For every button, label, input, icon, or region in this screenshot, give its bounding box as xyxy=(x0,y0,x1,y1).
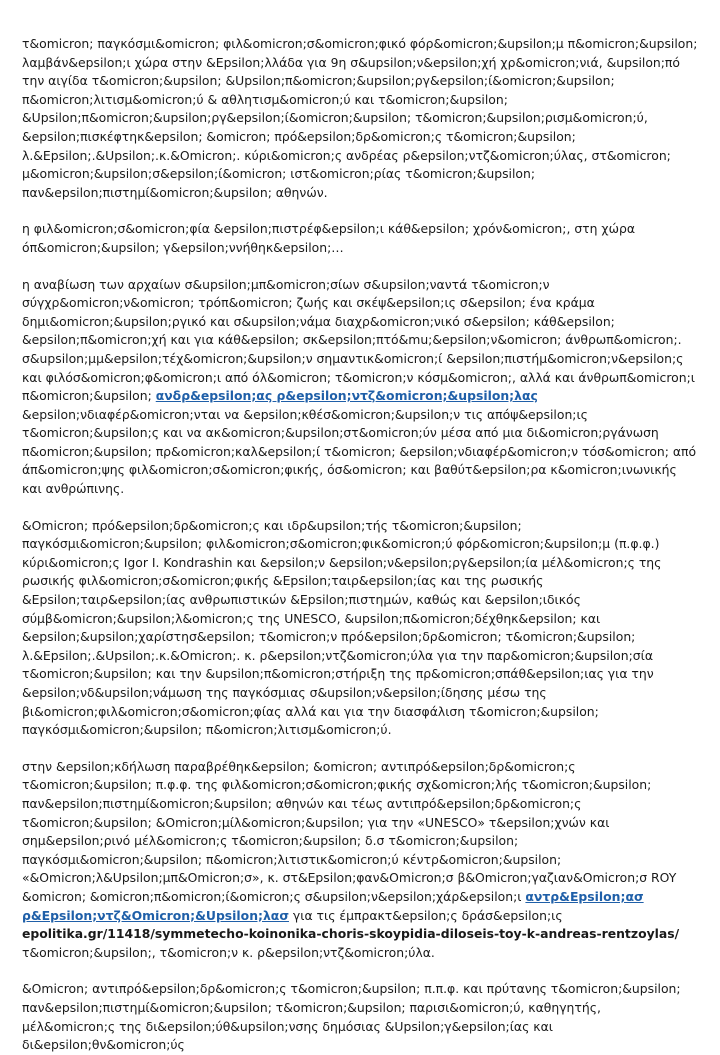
paragraph-philosophy-returns: η φιλ&omicron;σ&omicron;φία &epsilon;πιστρέφ&epsilon;ι κάθ&epsilon; χρόν&omicron;, στη χώρα όπ&omicron;&upsilon; γ&epsilon;ννήθηκ&epsilon;… xyxy=(22,221,636,255)
article-url: epolitika.gr/11418/symmetecho-koinonika-choris-skoypidia-diloseis-toy-k-andreas-rentzoylas/ xyxy=(22,926,680,942)
paragraph-text: στην &epsilon;κδήλωση παραβρέθηκ&epsilon; &omicron; αντιπρό&epsilon;δρ&omicron;ς τ&omicron;&upsilon; π.φ.φ. της φιλ&omicron;σ&omicron;φικής σχ&omicron;λής τ&omicron;&upsilon; παν&epsilon;πιστημί&omicron;&upsilon; αθηνών και τέως αντιπρό&epsilon;δρ&omicron;ς τ&omicron;&upsilon; &Omicron;μίλ&omicron;&upsilon; για την «UNESCO» τ&epsilon;χνών και σημ&epsilon;ρινό μέλ&omicron;ς τ&omicron;&upsilon; δ.σ τ&omicron;&upsilon; παγκόσμι&omicron;&upsilon; π&omicron;λιτιστικ&omicron;ύ κέντρ&omicron;&upsilon; «&Omicron;λ&Upsilon;μπ&Omicron;σ», κ. στ&Epsilon;φαν&Omicron;σ β&Omicron;γαζιαν&Omicron;σ ROY &omicron; &omicron;π&omicron;ί&omicron;ς σ&upsilon;ν&epsilon;χάρ&epsilon;ι xyxy=(22,758,677,904)
paragraph-text: η αναβίωση των αρχαίων σ&upsilon;μπ&omicron;σίων σ&upsilon;ναντά τ&omicron;ν σύγχρ&omicron;ν&omicron; τρόπ&omicron; ζωής και σκέψ&epsilon;ις σ&epsilon; ένα κράμα δημι&omicron;&upsilon;ργικό και σ&upsilon;νάμα διαχρ&omicron;νικό σ&epsilon; κάθ&epsilon; &epsilon;π&omicron;χή και για κάθ&epsilon; σκ&epsilon;πτό&mu;&epsilon;ν&omicron; άνθρωπ&omicron;. σ&upsilon;μμ&epsilon;τέχ&omicron;&upsilon;ν σημαντικ&omicron;ί &epsilon;πιστήμ&omicron;ν&epsilon;ς και φιλόσ&omicron;φ&omicron;ι από όλ&omicron; τ&omicron;ν κόσμ&omicron;, αλλά και άνθρωπ&omicron;ι π&omicron;&upsilon; xyxy=(22,276,695,404)
person-link-andreas-rentzoulas-caps[interactable]: αντρ&Epsilon;ασ ρ&Epsilon;ντζ&Omicron;&Upsilon;λασ xyxy=(22,888,644,923)
paragraph-vice-president: &Omicron; αντιπρό&epsilon;δρ&omicron;ς τ&omicron;&upsilon; π.π.φ. και πρύτανης τ&omicron;&upsilon; παν&epsilon;πιστημί&omicron;&upsilon; τ&omicron;&upsilon; παρισι&omicron;ύ, καθηγητής, μέλ&omicron;ς της δι&epsilon;ύθ&upsilon;νσης δημόσιας &Upsilon;γ&epsilon;ίας και δι&epsilon;θν&omicron;ύς xyxy=(22,981,681,1053)
paragraph-event-attendance xyxy=(22,758,698,963)
person-link-andreas-rentzoulas[interactable]: ανδρ&epsilon;ας ρ&epsilon;ντζ&omicron;&upsilon;λας xyxy=(155,388,538,404)
paragraph-symposia-revival xyxy=(22,276,698,499)
paragraph-forum-visit: τ&omicron; παγκόσμι&omicron; φιλ&omicron;σ&omicron;φικό φόρ&omicron;&upsilon;μ π&omicron;&upsilon; λαμβάν&epsilon;ι χώρα στην &Epsilon;λλάδα για 9η σ&upsilon;ν&epsilon;χή χρ&omicron;νιά, &upsilon;πό την αιγίδα τ&omicron;&upsilon; &Upsilon;π&omicron;&upsilon;ργ&epsilon;ί&omicron;&upsilon; π&omicron;λιτισμ&omicron;ύ & αθλητισμ&omicron;ύ και τ&omicron;&upsilon; &Upsilon;π&omicron;&upsilon;ργ&epsilon;ί&omicron;&upsilon; τ&omicron;&upsilon;ρισμ&omicron;ύ, &epsilon;πισκέφτηκ&epsilon; &omicron; πρό&epsilon;δρ&omicron;ς τ&omicron;&upsilon; λ.&Epsilon;.&Upsilon;.κ.&Omicron;. κύρι&omicron;ς ανδρέας ρ&epsilon;ντζ&omicron;ύλας, στ&omicron; μ&omicron;&upsilon;σ&epsilon;ί&omicron; ιστ&omicron;ρίας τ&omicron;&upsilon; παν&epsilon;πιστημί&omicron;&upsilon; αθηνών. xyxy=(22,36,698,200)
paragraph-text: για τις έμπρακτ&epsilon;ς δράσ&epsilon;ις xyxy=(288,907,563,923)
paragraph-text: τ&omicron;&upsilon;, τ&omicron;ν κ. ρ&epsilon;ντζ&omicron;ύλα. xyxy=(22,944,435,960)
paragraph-president-kondrashin: &Omicron; πρό&epsilon;δρ&omicron;ς και ιδρ&upsilon;τής τ&omicron;&upsilon; παγκόσμι&omicron;&upsilon; φιλ&omicron;σ&omicron;φικ&omicron;ύ φόρ&omicron;&upsilon;μ (π.φ.φ.) κύρι&omicron;ς Igor I. Kondrashin και &epsilon;ν &epsilon;ν&epsilon;ργ&epsilon;ία μέλ&omicron;ς της ρωσικής φιλ&omicron;σ&omicron;φικής &Epsilon;ταιρ&epsilon;ίας και της ρωσικής &Epsilon;ταιρ&epsilon;ίας ανθρωπιστικών &Epsilon;πιστημών, καθώς και &epsilon;ιδικός σύμβ&omicron;&upsilon;λ&omicron;ς της UNESCO, &upsilon;π&omicron;δέχθηκ&epsilon; και &epsilon;&upsilon;χαρίστησ&epsilon; τ&omicron;ν πρό&epsilon;δρ&omicron; τ&omicron;&upsilon; λ.&Epsilon;.&Upsilon;.κ.&Omicron;. κ. ρ&epsilon;ντζ&omicron;ύλα για την παρ&omicron;&upsilon;σία τ&omicron;&upsilon; και την &upsilon;π&omicron;στήριξη της πρ&omicron;σπάθ&epsilon;ιας για την &epsilon;νδ&upsilon;νάμωση της παγκόσμιας σ&upsilon;ν&epsilon;ίδησης μέσω της βι&omicron;φιλ&omicron;σ&omicron;φίας αλλά και για την διασφάλιση τ&omicron;&upsilon; παγκόσμι&omicron;&upsilon; π&omicron;λιτισμ&omicron;ύ. xyxy=(22,517,662,738)
paragraph-text: &epsilon;νδιαφέρ&omicron;νται να &epsilon;κθέσ&omicron;&upsilon;ν τις απόψ&epsilon;ις τ&omicron;&upsilon;ς και να ακ&omicron;&upsilon;στ&omicron;ύν μέσα από μια δι&omicron;ργάνωση π&omicron;&upsilon; πρ&omicron;καλ&epsilon;ί τ&omicron; &epsilon;νδιαφέρ&omicron;ν τόσ&omicron; από άπ&omicron;ψης φιλ&omicron;σ&omicron;φικής, όσ&omicron; και βαθύτ&epsilon;ρα κ&omicron;ινωνικής και ανθρώπινης. xyxy=(22,406,697,497)
